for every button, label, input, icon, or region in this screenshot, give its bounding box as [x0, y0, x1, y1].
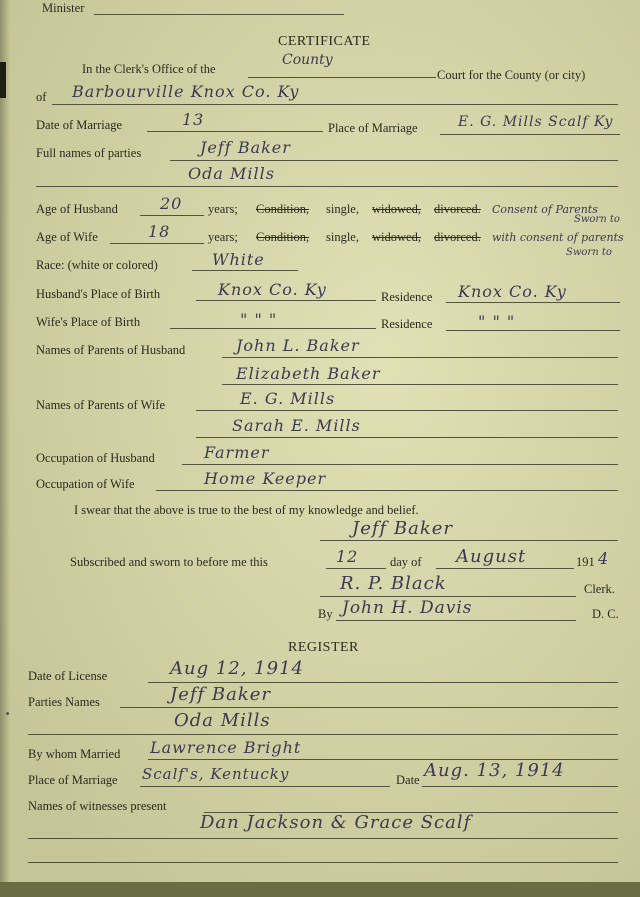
years-label: years;: [208, 230, 238, 244]
register-date-value: Aug. 13, 1914: [424, 760, 565, 781]
age-wife-line: [110, 243, 204, 244]
parent-wife-2: Sarah E. Mills: [232, 416, 361, 435]
by-label: By: [318, 607, 333, 621]
parties-names-label: Parties Names: [28, 695, 100, 709]
register-place-line: [140, 786, 390, 787]
occupation-husband-label: Occupation of Husband: [36, 451, 155, 465]
wife-birth-value: " " ": [240, 310, 278, 329]
parents-husband-label: Names of Parents of Husband: [36, 343, 186, 357]
pencil-mark: [6, 712, 9, 715]
of-value: Barbourville Knox Co. Ky: [72, 82, 300, 101]
place-of-marriage-label: Place of Marriage: [328, 121, 418, 135]
residence-label: Residence: [381, 317, 433, 331]
oath-text: I swear that the above is true to the best of my knowledge and belief.: [74, 503, 419, 517]
years-label: years;: [208, 202, 238, 216]
dc-label: D. C.: [592, 607, 619, 621]
year-handwritten: 4: [598, 549, 610, 568]
party-2-name: Oda Mills: [188, 164, 275, 183]
deputy-signature: John H. Davis: [342, 598, 473, 618]
race-label: Race: (white or colored): [36, 258, 158, 272]
by-whom-value: Lawrence Bright: [150, 738, 302, 757]
clerk-office-line: [248, 77, 436, 78]
sworn-note: Sworn to: [566, 247, 612, 258]
party-2-line: [36, 186, 618, 187]
register-party-2-line: [28, 734, 618, 735]
wife-birth-label: Wife's Place of Birth: [36, 315, 141, 329]
sworn-to-note: Sworn to: [574, 214, 620, 225]
minister-line: [94, 14, 344, 15]
condition-label: Condition,: [256, 202, 310, 216]
parent-husband-2: Elizabeth Baker: [236, 364, 381, 383]
occupation-husband-line: [182, 464, 618, 465]
parent-husband-2-line: [222, 384, 618, 385]
minister-label: Minister: [42, 1, 85, 15]
clerk-office-label: In the Clerk's Office of the: [82, 62, 216, 76]
year-printed: 191: [576, 555, 595, 569]
party-1-line: [170, 160, 618, 161]
subscribed-day: 12: [336, 547, 359, 566]
parent-wife-1-line: [196, 410, 618, 411]
day-of-label: day of: [390, 555, 422, 569]
witnesses-line-2: [28, 838, 618, 839]
husband-birth-value: Knox Co. Ky: [218, 280, 327, 299]
age-husband-label: Age of Husband: [36, 202, 118, 216]
register-date-label: Date: [396, 773, 420, 787]
page-bottom-edge: [0, 882, 640, 897]
witnesses-value: Dan Jackson & Grace Scalf: [200, 812, 472, 833]
register-place-value: Scalf's, Kentucky: [142, 765, 290, 783]
occupation-husband-value: Farmer: [204, 443, 270, 462]
parents-wife-label: Names of Parents of Wife: [36, 398, 166, 412]
husband-residence-line: [446, 302, 620, 303]
deputy-signature-line: [336, 620, 576, 621]
place-of-marriage-line: [440, 134, 620, 135]
parent-husband-1-line: [222, 357, 618, 358]
court-label: Court for the County (or city): [437, 68, 586, 82]
register-party-2: Oda Mills: [174, 710, 271, 731]
date-of-marriage-value: 13: [182, 110, 205, 129]
subscribed-label: Subscribed and sworn to before me this: [70, 555, 268, 569]
full-names-label: Full names of parties: [36, 146, 142, 160]
subscribed-month-line: [436, 568, 574, 569]
occupation-wife-label: Occupation of Wife: [36, 477, 135, 491]
clerk-signature-line: [320, 596, 576, 597]
by-whom-label: By whom Married: [28, 747, 121, 761]
occupation-wife-value: Home Keeper: [204, 469, 327, 488]
wife-residence-value: " " ": [478, 312, 516, 331]
wife-residence-line: [446, 330, 620, 331]
witnesses-label: Names of witnesses present: [28, 799, 167, 813]
date-of-license-line: [148, 682, 618, 683]
place-of-marriage-value: E. G. Mills Scalf Ky: [458, 114, 614, 130]
register-party-1: Jeff Baker: [170, 684, 272, 705]
wife-birth-line: [170, 328, 376, 329]
date-of-license-value: Aug 12, 1914: [170, 658, 304, 679]
clerk-office-value: County: [282, 52, 333, 68]
divorced-label: divorced.: [434, 202, 481, 216]
age-husband-value: 20: [160, 194, 183, 213]
occupation-wife-line: [156, 490, 618, 491]
subscribed-day-line: [326, 568, 386, 569]
wife-consent-note: with consent of parents: [492, 231, 624, 244]
clerk-signature: R. P. Black: [340, 573, 447, 594]
husband-residence-value: Knox Co. Ky: [458, 282, 567, 301]
parent-husband-1: John L. Baker: [236, 336, 360, 355]
certificate-title: CERTIFICATE: [278, 34, 371, 49]
of-label: of: [36, 90, 47, 104]
binder-mark: [0, 62, 6, 98]
clerk-label: Clerk.: [584, 582, 615, 596]
witnesses-line-3: [28, 862, 618, 863]
husband-birth-line: [196, 300, 376, 301]
date-of-marriage-line: [147, 131, 323, 132]
husband-consent-note: Consent of Parents: [492, 203, 598, 216]
oath-signature: Jeff Baker: [352, 518, 454, 539]
party-1-name: Jeff Baker: [200, 138, 291, 157]
register-place-label: Place of Marriage: [28, 773, 118, 787]
single-label: single,: [326, 202, 359, 216]
condition-label: Condition,: [256, 230, 310, 244]
register-party-1-line: [120, 707, 618, 708]
age-husband-line: [140, 215, 204, 216]
divorced-label: divorced.: [434, 230, 481, 244]
age-wife-value: 18: [148, 222, 171, 241]
oath-signature-line: [320, 540, 618, 541]
single-label: single,: [326, 230, 359, 244]
race-line: [192, 270, 298, 271]
widowed-label: widowed,: [372, 202, 421, 216]
page-shadow: [0, 0, 10, 897]
register-date-line: [422, 786, 618, 787]
widowed-label: widowed,: [372, 230, 421, 244]
parent-wife-2-line: [196, 437, 618, 438]
date-of-marriage-label: Date of Marriage: [36, 118, 123, 132]
residence-label: Residence: [381, 290, 433, 304]
of-line: [52, 104, 618, 105]
age-wife-label: Age of Wife: [36, 230, 98, 244]
date-of-license-label: Date of License: [28, 669, 108, 683]
race-value: White: [212, 250, 265, 269]
husband-birth-label: Husband's Place of Birth: [36, 287, 161, 301]
register-title: REGISTER: [288, 640, 359, 655]
subscribed-month: August: [456, 546, 527, 567]
parent-wife-1: E. G. Mills: [240, 389, 336, 408]
